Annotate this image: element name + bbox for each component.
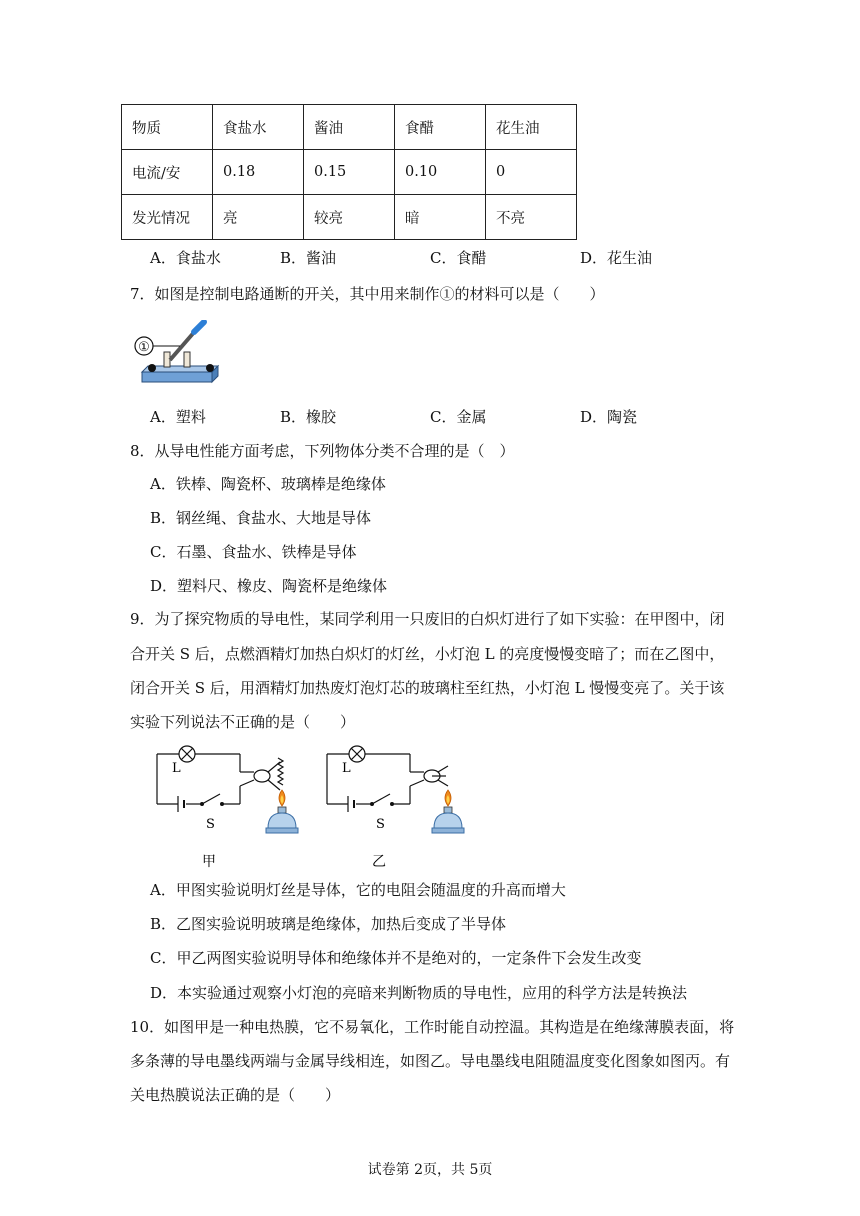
table-cell: 0.18 [213,150,304,195]
table-cell: 亮 [213,195,304,240]
q9-stem-line-1: 9．为了探究物质的导电性，某同学利用一只废旧的白炽灯进行了如下实验：在甲图中，闭 [130,610,725,628]
q6-option-d[interactable]: D．花生油 [580,249,653,267]
q9-option-d[interactable]: D．本实验通过观察小灯泡的亮暗来判断物质的导电性，应用的科学方法是转换法 [150,984,688,1002]
table-cell: 食醋 [395,105,486,150]
table-cell: 不亮 [486,195,577,240]
q9-stem-line-4: 实验下列说法不正确的是（ ） [130,713,356,731]
q9-option-b[interactable]: B．乙图实验说明玻璃是绝缘体，加热后变成了半导体 [150,915,507,933]
figure-caption: 甲 [202,854,216,870]
q7-option-c[interactable]: C．金属 [430,408,487,426]
table-cell: 发光情况 [122,195,213,240]
q9-option-a[interactable]: A．甲图实验说明灯丝是导体，它的电阻会随温度的升高而增大 [150,881,566,899]
table-cell: 食盐水 [213,105,304,150]
knife-switch-figure [128,320,228,390]
switch-label: S [376,817,385,832]
table-cell: 电流/安 [122,150,213,195]
circuit-figure-b [320,736,480,871]
table-cell: 暗 [395,195,486,240]
table-cell: 花生油 [486,105,577,150]
q10-stem-line-3: 关电热膜说法正确的是（ ） [130,1086,341,1104]
q8-option-d[interactable]: D．塑料尺、橡皮、陶瓷杯是绝缘体 [150,577,388,595]
q8-option-a[interactable]: A．铁棒、陶瓷杯、玻璃棒是绝缘体 [150,475,386,493]
q6-option-b[interactable]: B．酱油 [280,249,337,267]
q7-option-b[interactable]: B．橡胶 [280,408,337,426]
q8-option-b[interactable]: B．钢丝绳、食盐水、大地是导体 [150,509,372,527]
q10-stem-line-2: 多条薄的导电墨线两端与金属导线相连，如图乙。导电墨线电阻随温度变化图象如图丙。有 [130,1052,731,1070]
table-cell: 0.10 [395,150,486,195]
q9-stem-line-3: 闭合开关 S 后，用酒精灯加热废灯泡灯芯的玻璃柱至红热，小灯泡 L 慢慢变亮了。关于该 [130,679,725,697]
q8-stem: 8．从导电性能方面考虑，下列物体分类不合理的是（ ） [130,442,515,460]
switch-label: S [206,817,215,832]
q6-option-a[interactable]: A．食盐水 [150,249,221,267]
table-cell: 0 [486,150,577,195]
q9-stem-line-2: 合开关 S 后，点燃酒精灯加热白炽灯的灯丝，小灯泡 L 的亮度慢慢变暗了；而在乙图中， [130,645,725,663]
q10-stem-line-1: 10．如图甲是一种电热膜，它不易氧化，工作时能自动控温。其构造是在绝缘薄膜表面，将 [130,1018,735,1036]
table-cell: 0.15 [304,150,395,195]
q7-stem: 7．如图是控制电路通断的开关，其中用来制作①的材料可以是（ ） [130,285,605,303]
q7-option-d[interactable]: D．陶瓷 [580,408,638,426]
page-footer: 试卷第 2页，共 5页 [367,1162,493,1178]
table-row [122,105,577,150]
figure-caption: 乙 [372,854,386,870]
table-cell: 酱油 [304,105,395,150]
q6-option-c[interactable]: C．食醋 [430,249,487,267]
q7-option-a[interactable]: A．塑料 [150,408,206,426]
table-row [122,195,577,240]
figure-label: ① [138,340,150,355]
lamp-label: L [342,761,351,776]
table-cell: 较亮 [304,195,395,240]
circuit-figure-a [150,736,310,871]
table-row [122,150,577,195]
table-cell: 物质 [122,105,213,150]
q9-option-c[interactable]: C．甲乙两图实验说明导体和绝缘体并不是绝对的，一定条件下会发生改变 [150,949,642,967]
lamp-label: L [172,761,181,776]
conductivity-table [121,104,577,240]
q8-option-c[interactable]: C．石墨、食盐水、铁棒是导体 [150,543,357,561]
